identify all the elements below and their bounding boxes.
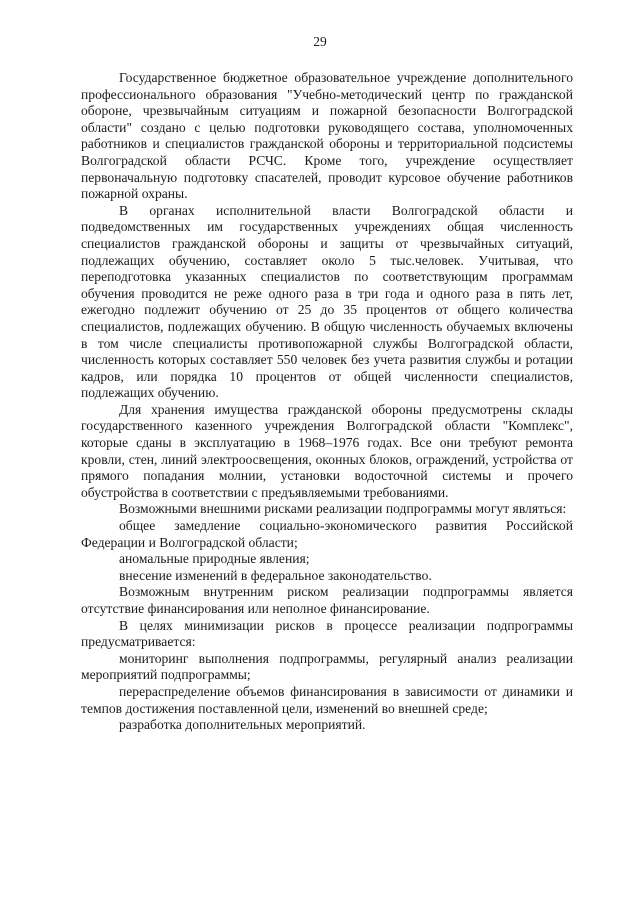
page-number: 29 <box>313 34 327 49</box>
list-item: мониторинг выполнения подпрограммы, регулярный анализ реализации мероприятий подпрограммы; <box>81 650 573 683</box>
list-item: аномальные природные явления; <box>119 551 310 567</box>
body-text <box>81 70 573 734</box>
paragraph: В органах исполнительной власти Волгоградской области и подведомственных им государственных учреждениях общая численность специалистов гражданской обороны и защиты от чрезвычайных ситуаций, подлежащих обучению, составляет около 5 тыс.человек. Учитывая, что переподготовка указанных специалистов по соответствующим программам обучения проводится не реже одного раза в три года и одного раза в пять лет, ежегодно подлежит обучению от 25 до 35 процентов от общего количества специалистов, подлежащих обучению. В общую численность обучаемых включены в том числе специалисты противопожарной службы Волгоградской области, численность которых составляет 550 человек без учета развития службы и ротации кадров, или порядка 10 процентов от общей численности специалистов, подлежащих обучению. <box>81 202 573 401</box>
paragraph: Возможным внутренним риском реализации подпрограммы является отсутствие финансирования или неполное финансирование. <box>81 584 573 616</box>
paragraph: В целях минимизации рисков в процессе реализации подпрограммы предусматривается: <box>81 617 573 650</box>
list-item: перераспределение объемов финансирования в зависимости от динамики и темпов достижения поставленной цели, изменений во внешней среде; <box>81 683 573 716</box>
paragraph: Для хранения имущества гражданской обороны предусмотрены склады государственного казенного учреждения Волгоградской области "Комплекс", которые сданы в эксплуатацию в 1968–1976 годах. Все они требуют ремонта кровли, стен, линий электроосвещения, оконных блоков, ограждений, устройства от прямого попадания молнии, установки водосточной системы и прочего обустройства в соответствии с предъявляемыми требованиями. <box>81 401 573 500</box>
list-item: разработка дополнительных мероприятий. <box>119 717 366 733</box>
paragraph: Возможными внешними рисками реализации подпрограммы могут являться: <box>119 501 567 517</box>
paragraph: Государственное бюджетное образовательное учреждение дополнительного профессионального образования "Учебно-методический центр по гражданской обороне, чрезвычайным ситуациям и пожарной безопасности Волгоградской области" создано с целью подготовки руководящего состава, уполномоченных работников и специалистов гражданской обороны и территориальной подсистемы Волгоградской области РСЧС. Кроме того, учреждение осуществляет первоначальную подготовку спасателей, проводит курсовое обучение работников пожарной охраны. <box>81 70 573 202</box>
list-item: общее замедление социально-экономического развития Российской Федерации и Волгоградской области; <box>81 518 573 550</box>
list-item: внесение изменений в федеральное законодательство. <box>119 567 432 583</box>
